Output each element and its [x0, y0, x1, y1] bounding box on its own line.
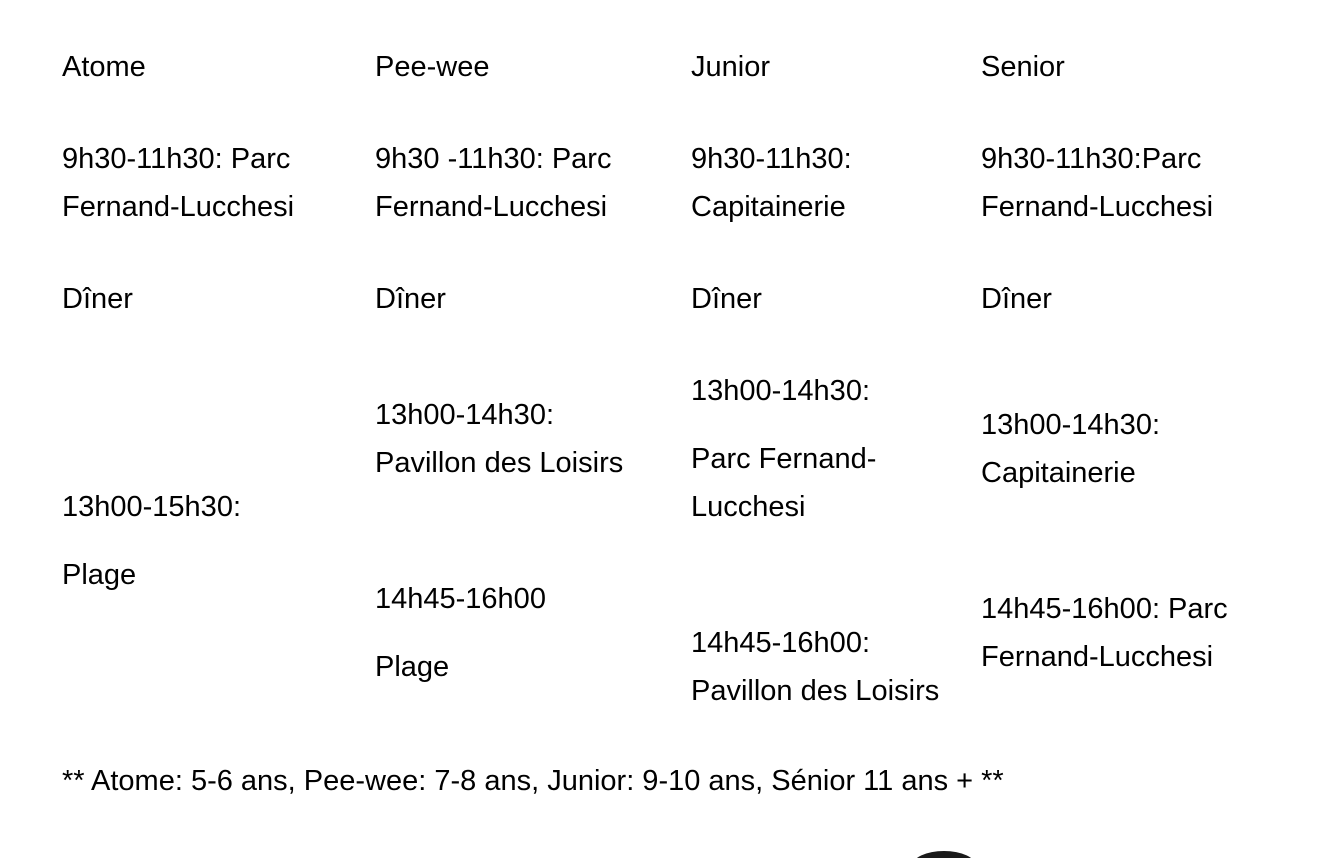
header-senior: Senior [981, 51, 1065, 83]
atome-afternoon-time: 13h00-15h30: [62, 491, 241, 523]
junior-lunch: Dîner [691, 283, 762, 315]
peewee-afternoon2-time: 14h45-16h00 [375, 583, 546, 615]
senior-lunch: Dîner [981, 283, 1052, 315]
junior-afternoon1-time: 13h00-14h30: [691, 375, 870, 407]
junior-afternoon1-place-line1: Parc Fernand- [691, 443, 877, 475]
senior-afternoon2-line2: Fernand-Lucchesi [981, 641, 1214, 673]
peewee-morning-line2: Fernand-Lucchesi [375, 191, 608, 223]
senior-afternoon1-time: 13h00-14h30: [981, 409, 1160, 441]
junior-morning-line2: Capitainerie [691, 191, 846, 223]
peewee-afternoon1-time: 13h00-14h30: [375, 399, 554, 431]
header-peewee: Pee-wee [375, 51, 490, 83]
header-atome: Atome [62, 51, 146, 83]
peewee-morning-line1: 9h30 -11h30: Parc [375, 143, 612, 175]
senior-afternoon1-place: Capitainerie [981, 457, 1136, 489]
junior-afternoon2-place: Pavillon des Loisirs [691, 675, 940, 707]
atome-morning-line1: 9h30-11h30: Parc [62, 143, 291, 175]
senior-morning-line1: 9h30-11h30:Parc [981, 143, 1202, 175]
junior-afternoon2-time: 14h45-16h00: [691, 627, 870, 659]
senior-morning-line2: Fernand-Lucchesi [981, 191, 1214, 223]
atome-lunch: Dîner [62, 283, 133, 315]
junior-afternoon1-place-line2: Lucchesi [691, 491, 806, 523]
age-groups-footnote: ** Atome: 5-6 ans, Pee-wee: 7-8 ans, Junior: 9-10 ans, Sénior 11 ans + ** [62, 765, 1004, 797]
atome-morning-line2: Fernand-Lucchesi [62, 191, 295, 223]
peewee-afternoon2-place: Plage [375, 651, 450, 683]
peewee-afternoon1-place: Pavillon des Loisirs [375, 447, 624, 479]
peewee-lunch: Dîner [375, 283, 446, 315]
senior-afternoon2-line1: 14h45-16h00: Parc [981, 593, 1228, 625]
junior-morning-line1: 9h30-11h30: [691, 143, 852, 175]
atome-afternoon-place: Plage [62, 559, 137, 591]
partial-dark-shape [912, 851, 976, 858]
header-junior: Junior [691, 51, 770, 83]
